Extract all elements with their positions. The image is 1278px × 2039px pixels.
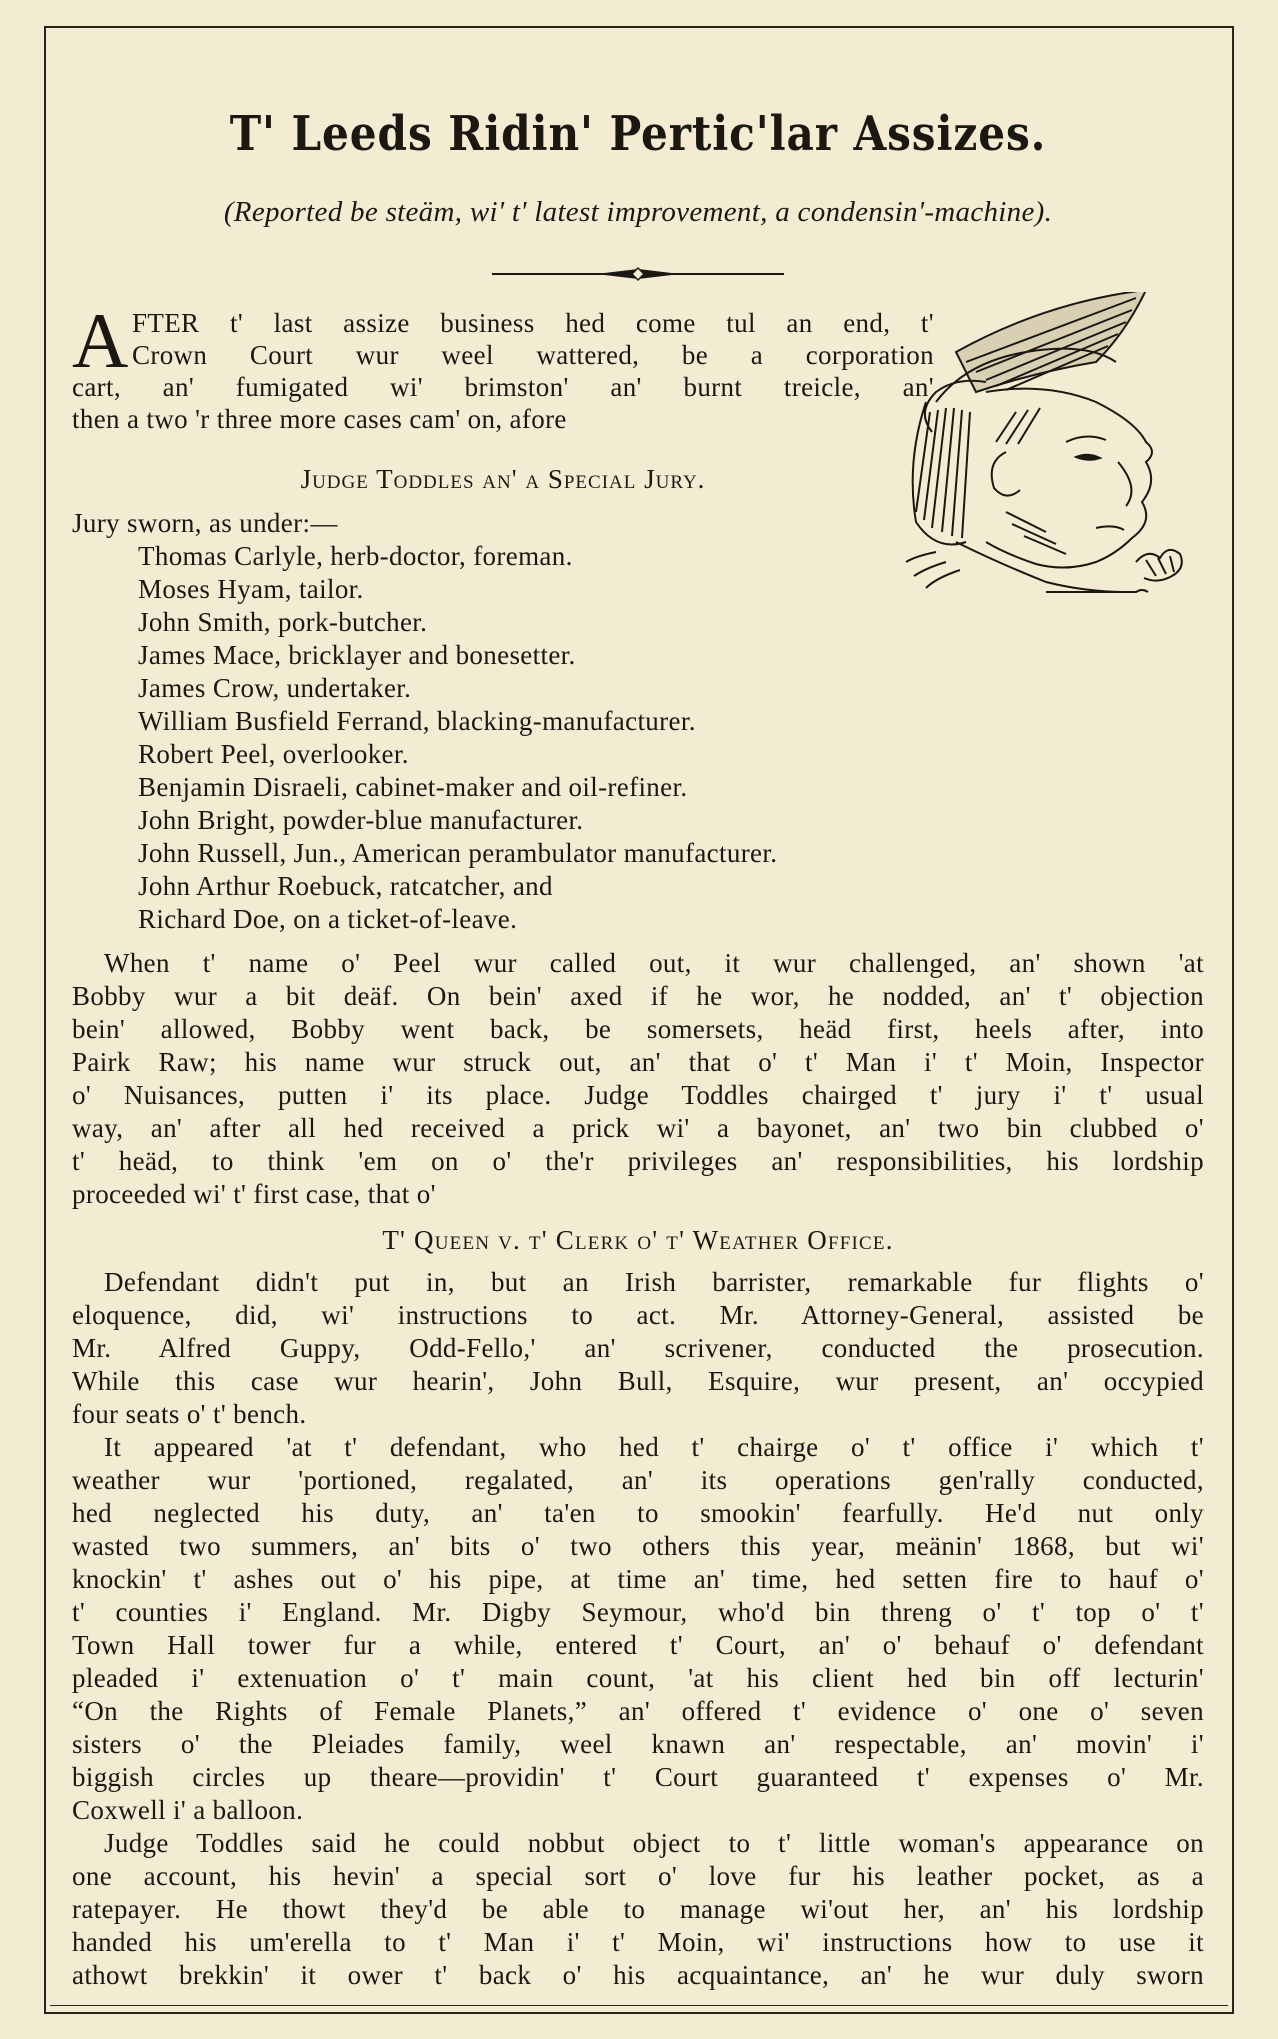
paragraph-line: o' Nuisances, putten i' its place. Judge Toddles chairged t' jury i' t' usual [72, 1080, 1204, 1110]
intro-line: then a two 'r three more cases cam' on, afore [72, 404, 567, 434]
juror-item: James Mace, bricklayer and bonesetter. [138, 640, 576, 670]
paragraph-line: knockin' t' ashes out o' his pipe, at time an' time, hed setten fire to hauf o' [72, 1564, 1204, 1594]
paragraph-line: t' heäd, to think 'em on o' the'r privileges an' responsibilities, his lordship [72, 1146, 1204, 1176]
paragraph-line: biggish circles up theare—providin' t' Court guaranteed t' expenses o' Mr. [72, 1762, 1204, 1792]
juror-item: Robert Peel, overlooker. [138, 739, 409, 769]
ornamental-divider [492, 266, 784, 282]
paragraph-line: Pairk Raw; his name wur struck out, an' that o' t' Man i' t' Moin, Inspector [72, 1047, 1204, 1077]
paragraph-line: eloquence, did, wi' instructions to act. Mr. Attorney-General, assisted be [72, 1300, 1204, 1330]
intro-line: FTER t' last assize business hed come tul an end, t' [132, 308, 934, 338]
paragraph-line: Defendant didn't put in, but an Irish barrister, remarkable fur flights o' [104, 1267, 1204, 1297]
paragraph-line: weather wur 'portioned, regalated, an' its operations gen'rally conducted, [72, 1465, 1204, 1495]
drop-cap: A [72, 297, 129, 384]
paragraph-line: four seats o' t' bench. [72, 1399, 307, 1429]
section-heading: T' Queen v. t' Clerk o' t' Weather Office. [382, 1225, 894, 1255]
paragraph-line: Bobby wur a bit deäf. On bein' axed if he wor, he nodded, an' t' objection [72, 981, 1204, 1011]
portrait-illustration [896, 292, 1202, 692]
juror-item: Thomas Carlyle, herb-doctor, foreman. [138, 541, 573, 571]
juror-item: John Smith, pork-butcher. [138, 607, 428, 637]
paragraph-line: proceeded wi' t' first case, that o' [72, 1179, 436, 1209]
intro-line: Crown Court wur weel wattered, be a corporation [132, 340, 934, 370]
paragraph-line: “On the Rights of Female Planets,” an' offered t' evidence o' one o' seven [72, 1696, 1204, 1726]
paragraph-line: While this case wur hearin', John Bull, Esquire, wur present, an' occypied [72, 1366, 1204, 1396]
intro-line: cart, an' fumigated wi' brimston' an' burnt treicle, an' [72, 372, 934, 402]
paragraph-line: t' counties i' England. Mr. Digby Seymour, who'd bin threng o' t' top o' t' [72, 1597, 1204, 1627]
paragraph-line: pleaded i' extenuation o' t' main count, 'at his client hed bin off lecturin' [72, 1663, 1204, 1693]
juror-item: James Crow, undertaker. [138, 673, 412, 703]
juror-item: John Arthur Roebuck, ratcatcher, and [138, 871, 553, 901]
juror-item: John Russell, Jun., American perambulator manufacturer. [138, 838, 778, 868]
jury-intro: Jury sworn, as under:— [72, 508, 338, 538]
juror-item: John Bright, powder-blue manufacturer. [138, 805, 584, 835]
paragraph-line: handed his um'erella to t' Man i' t' Moin, wi' instructions how to use it [72, 1927, 1204, 1957]
paragraph-line: one account, his hevin' a special sort o' love fur his leather pocket, as a [72, 1861, 1204, 1891]
paragraph-line: athowt brekkin' it ower t' back o' his acquaintance, an' he wur duly sworn [72, 1960, 1204, 1990]
paragraph-line: wasted two summers, an' bits o' two others this year, meänin' 1868, but wi' [72, 1531, 1204, 1561]
juror-item: Moses Hyam, tailor. [138, 574, 364, 604]
paragraph-line: Judge Toddles said he could nobbut object to t' little woman's appearance on [104, 1828, 1204, 1858]
paragraph-line: Coxwell i' a balloon. [72, 1795, 304, 1825]
paragraph-line: ratepayer. He thowt they'd be able to manage wi'out her, an' his lordship [72, 1894, 1204, 1924]
paragraph-line: hed neglected his duty, an' ta'en to smookin' fearfully. He'd nut only [72, 1498, 1204, 1528]
juror-item: Benjamin Disraeli, cabinet-maker and oil-refiner. [138, 772, 688, 802]
page-subtitle: (Reported be steäm, wi' t' latest improvement, a condensin'-machine). [223, 196, 1053, 228]
paragraph-line: When t' name o' Peel wur called out, it wur challenged, an' shown 'at [104, 948, 1204, 978]
juror-item: William Busfield Ferrand, blacking-manufacturer. [138, 706, 696, 736]
page-title: T' Leeds Ridin' Pertic'lar Assizes. [229, 106, 1047, 162]
paragraph-line: bein' allowed, Bobby went back, be somersets, heäd first, heels after, into [72, 1014, 1204, 1044]
paragraph-line: sisters o' the Pleiades family, weel knawn an' respectable, an' movin' i' [72, 1729, 1204, 1759]
paragraph-line: Mr. Alfred Guppy, Odd-Fello,' an' scrivener, conducted the prosecution. [72, 1333, 1204, 1363]
paragraph-line: way, an' after all hed received a prick wi' a bayonet, an' two bin clubbed o' [72, 1113, 1204, 1143]
juror-item: Richard Doe, on a ticket-of-leave. [138, 904, 518, 934]
paragraph-line: Town Hall tower fur a while, entered t' Court, an' o' behauf o' defendant [72, 1630, 1204, 1660]
paragraph-line: It appeared 'at t' defendant, who hed t' chairge o' t' office i' which t' [104, 1432, 1204, 1462]
section-heading: Judge Toddles an' a Special Jury. [300, 464, 706, 494]
